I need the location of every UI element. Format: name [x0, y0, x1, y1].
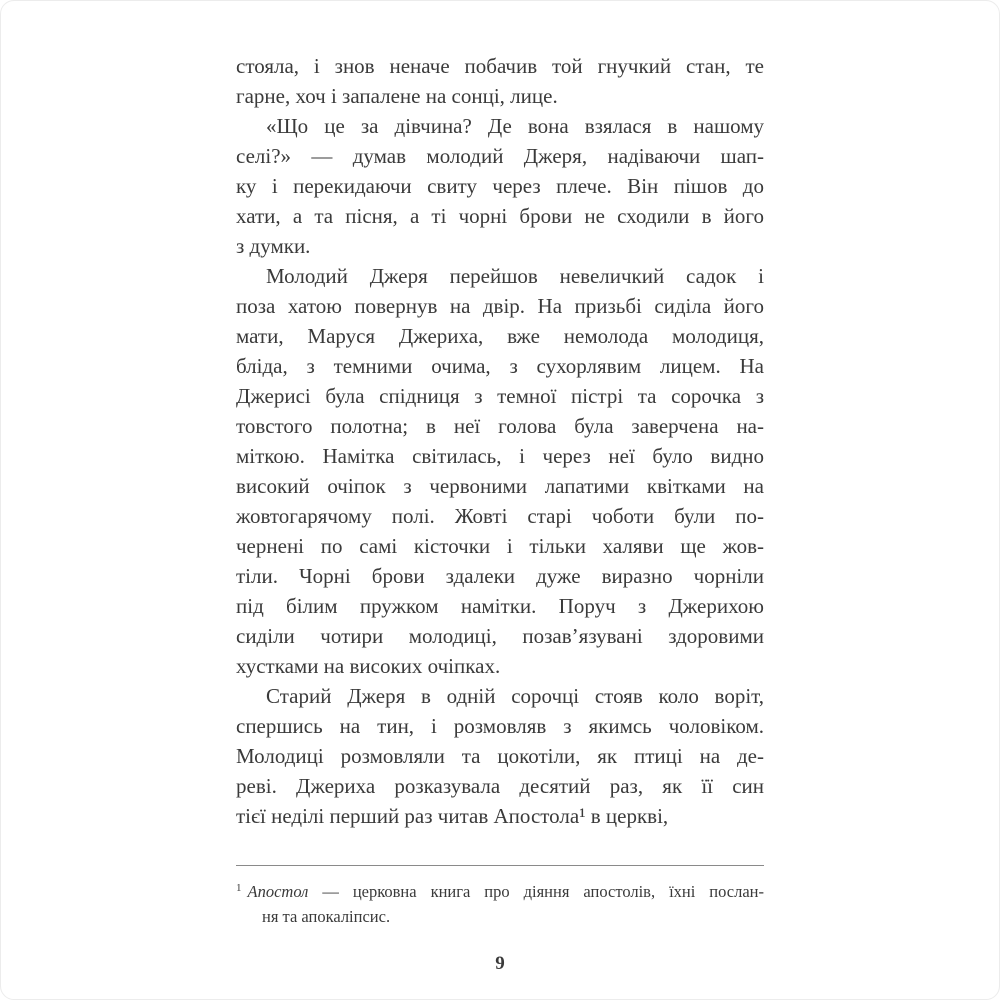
footnote-separator [236, 865, 764, 866]
footnote [236, 879, 764, 929]
text-line: хустками на високих очіпках. [236, 654, 501, 678]
text-line: жовтогарячому полі. Жовті старі чоботи були по- [236, 504, 764, 528]
text-line: високий очіпок з червоними лапатими квітками на [236, 474, 764, 498]
text-line: тіли. Чорні брови здалеки дуже виразно чорніли [236, 564, 764, 588]
footnote-marker: 1 [236, 881, 242, 894]
text-line: ку і перекидаючи свиту через плече. Він пішов до [236, 174, 764, 198]
text-line: Молодий Джеря перейшов невеличкий садок і [266, 264, 764, 288]
text-line: реві. Джериха розказувала десятий раз, як її син [236, 774, 764, 798]
text-line: гарне, хоч і запалене на сонці, лице. [236, 84, 558, 108]
footnote-line-2: ня та апокаліпсис. [262, 907, 391, 926]
text-line: стояла, і знов неначе побачив той гнучкий стан, те [236, 54, 764, 78]
text-line: «Що це за дівчина? Де вона взялася в нашому [266, 114, 764, 138]
footnote-term: Апостол [247, 882, 309, 901]
text-line: хати, а та пісня, а ті чорні брови не сходили в його [236, 204, 764, 228]
text-line: Молодиці розмовляли та цокотіли, як птиці на де- [236, 744, 764, 768]
page-number: 9 [495, 953, 505, 974]
text-line: сиділи чотири молодиці, позав’язувані здоровими [236, 624, 764, 648]
text-line: бліда, з темними очима, з сухорлявим лицем. На [236, 354, 764, 378]
body-text [236, 1, 764, 831]
text-line: Старий Джеря в одній сорочці стояв коло воріт, [266, 684, 764, 708]
paragraph [236, 111, 764, 261]
text-line: мати, Маруся Джериха, вже немолода молодиця, [236, 324, 764, 348]
text-line: Джерисі була спідниця з темної пістрі та сорочка з [236, 384, 764, 408]
paragraph [236, 261, 764, 681]
paragraph [236, 681, 764, 831]
text-line: поза хатою повернув на двір. На призьбі сиділа його [236, 294, 764, 318]
footnote-text: — церковна книга про діяння апостолів, їхні послан- [308, 882, 764, 901]
text-line: міткою. Намітка світилась, і через неї було видно [236, 444, 764, 468]
text-line: спершись на тин, і розмовляв з якимсь чоловіком. [236, 714, 764, 738]
text-line: товстого полотна; в неї голова була заверчена на- [236, 414, 764, 438]
paragraph [236, 51, 764, 111]
text-line: тієї неділі перший раз читав Апостола¹ в церкві, [236, 804, 669, 828]
text-line: чернені по самі кісточки і тільки халяви ще жов- [236, 534, 764, 558]
footnote-line-1 [236, 879, 764, 904]
text-line: з думки. [236, 234, 311, 258]
text-line: селі?» — думав молодий Джеря, надіваючи шап- [236, 144, 764, 168]
text-line: під білим пружком намітки. Поруч з Джерихою [236, 594, 764, 618]
